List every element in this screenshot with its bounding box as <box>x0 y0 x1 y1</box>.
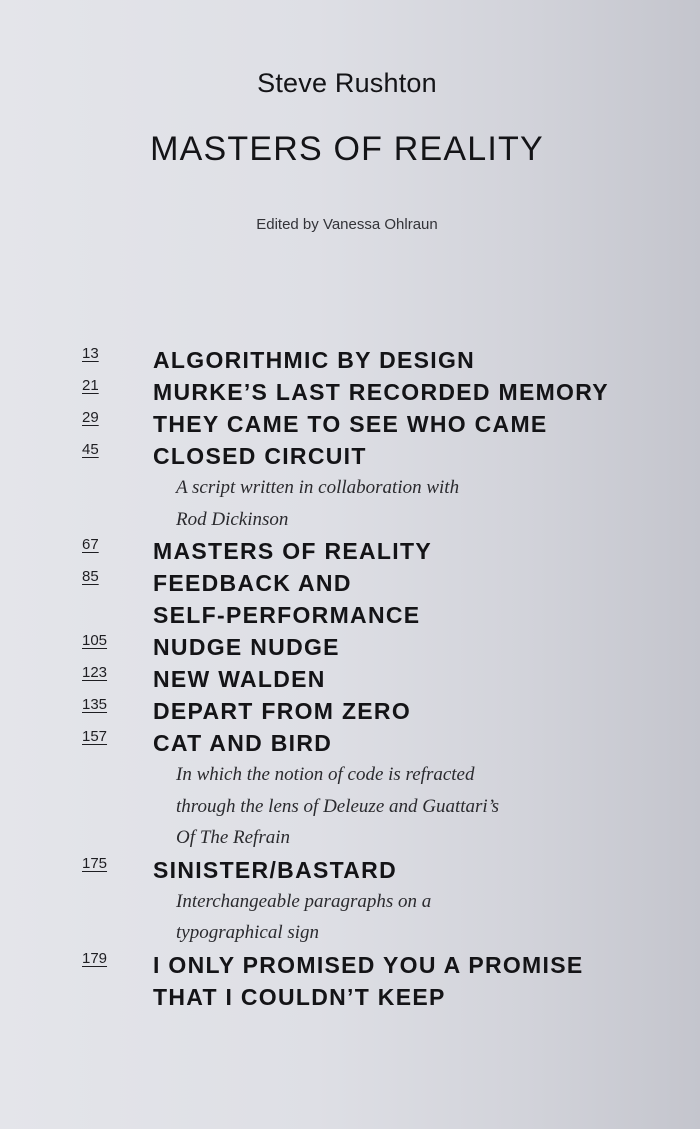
page-number: 179 <box>82 949 108 967</box>
entry-title: SINISTER/BASTARD <box>153 856 397 883</box>
entry-title: I ONLY PROMISED YOU A PROMISE THAT I COULDN’T KEEP <box>153 951 584 1010</box>
toc-entry[interactable] <box>0 567 700 631</box>
page-number: 135 <box>82 696 108 713</box>
page-number: 67 <box>82 536 99 553</box>
entry-title: FEEDBACK AND SELF-PERFORMANCE <box>153 570 421 628</box>
entry-title: CAT AND BIRD <box>153 730 333 756</box>
toc-entry[interactable] <box>0 631 700 663</box>
entry-title: CLOSED CIRCUIT <box>153 443 367 469</box>
page-number: 157 <box>82 728 108 745</box>
page-number: 29 <box>82 409 99 426</box>
table-of-contents <box>0 344 700 1013</box>
author-name: Steve Rushton <box>257 68 437 98</box>
page-number: 175 <box>82 854 108 872</box>
page-number: 123 <box>82 664 108 681</box>
toc-entry[interactable] <box>0 949 700 1013</box>
toc-entry[interactable] <box>0 376 700 408</box>
entry-title: MASTERS OF REALITY <box>153 538 432 564</box>
page-number: 105 <box>82 632 108 649</box>
entry-title: DEPART FROM ZERO <box>153 698 412 724</box>
toc-entry[interactable] <box>0 344 700 376</box>
entry-title: NUDGE NUDGE <box>153 634 340 660</box>
toc-entry[interactable] <box>0 663 700 695</box>
editor-credit: Edited by Vanessa Ohlraun <box>256 216 438 233</box>
page-number: 13 <box>82 345 99 362</box>
toc-entry[interactable] <box>0 854 700 949</box>
entry-title: THEY CAME TO SEE WHO CAME <box>153 411 548 437</box>
page-number: 21 <box>82 377 99 394</box>
toc-entry[interactable] <box>0 408 700 440</box>
entry-title: MURKE’S LAST RECORDED MEMORY <box>153 379 609 405</box>
entry-title: NEW WALDEN <box>153 666 326 692</box>
book-title: MASTERS OF REALITY <box>150 130 544 168</box>
toc-entry[interactable] <box>0 535 700 567</box>
page-number: 45 <box>82 441 99 458</box>
entry-title: ALGORITHMIC BY DESIGN <box>153 347 476 373</box>
page-number: 85 <box>82 568 99 585</box>
toc-entry[interactable] <box>0 727 700 854</box>
entry-subtitle: In which the notion of code is refracted through the lens of Deleuze and Guattari’s Of The Refrain <box>176 764 499 848</box>
entry-subtitle: Interchangeable paragraphs on a typographical sign <box>176 890 432 943</box>
entry-subtitle: A script written in collaboration with Rod Dickinson <box>176 477 460 530</box>
toc-entry[interactable] <box>0 440 700 535</box>
toc-entry[interactable] <box>0 695 700 727</box>
